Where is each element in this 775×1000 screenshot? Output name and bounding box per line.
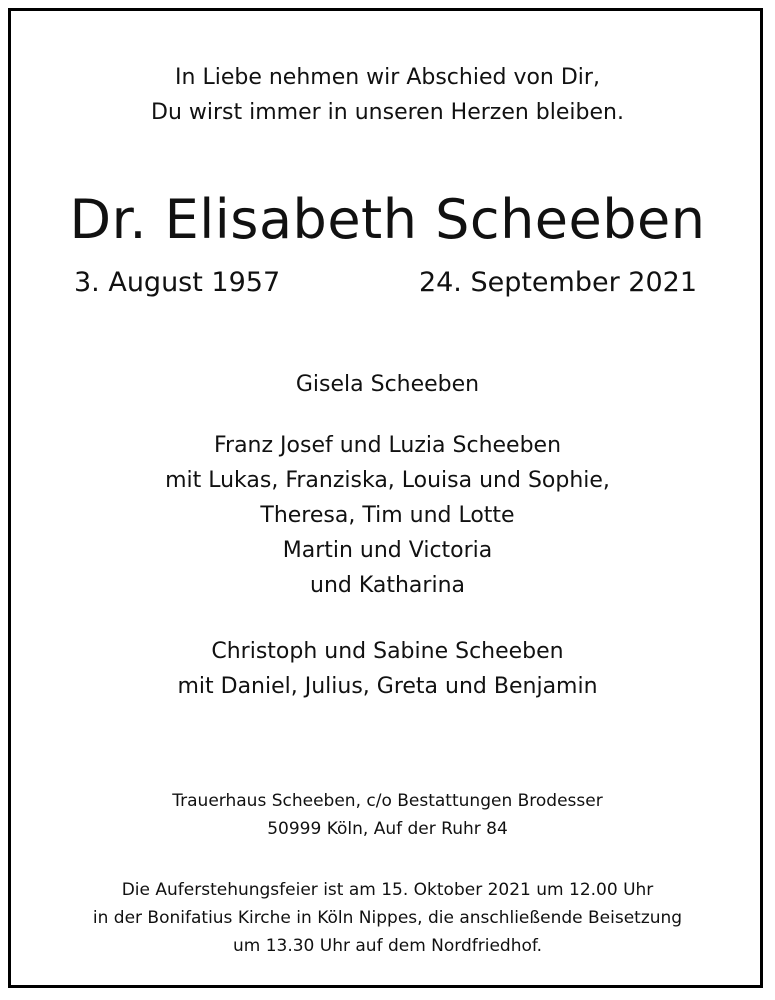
address-line: Trauerhaus Scheeben, c/o Bestattungen Brodesser (172, 791, 603, 811)
mourner-line: mit Daniel, Julius, Greta und Benjamin (177, 674, 598, 699)
mourner-group (0, 428, 775, 603)
service-line: um 13.30 Uhr auf dem Nordfriedhof. (232, 936, 543, 956)
death-date: 24. September 2021 (418, 267, 697, 298)
birth-date: 3. August 1957 (74, 267, 281, 298)
motto (0, 60, 775, 130)
mourner-line: Theresa, Tim und Lotte (260, 503, 515, 528)
mourner-line: Franz Josef und Luzia Scheeben (213, 433, 562, 458)
mourner-line: Martin und Victoria (282, 538, 493, 563)
mourner-line: und Katharina (310, 573, 465, 598)
mourner-group (0, 367, 775, 402)
motto-line: Du wirst immer in unseren Herzen bleiben. (151, 100, 624, 125)
mourner-line: Christoph und Sabine Scheeben (211, 639, 564, 664)
service-line: in der Bonifatius Kirche in Köln Nippes, die anschließende Beisetzung (92, 908, 683, 928)
mourner-line: mit Lukas, Franziska, Louisa und Sophie, (165, 468, 610, 493)
motto-line: In Liebe nehmen wir Abschied von Dir, (175, 65, 600, 90)
mourner-group (0, 634, 775, 704)
service-line: Die Auferstehungsfeier ist am 15. Oktober 2021 um 12.00 Uhr (121, 880, 654, 900)
address-line: 50999 Köln, Auf der Ruhr 84 (267, 819, 508, 839)
mourner-line: Gisela Scheeben (295, 372, 480, 397)
funeral-service-info (0, 876, 775, 960)
deceased-name: Dr. Elisabeth Scheeben (69, 188, 706, 251)
mourning-house-address (0, 787, 775, 843)
